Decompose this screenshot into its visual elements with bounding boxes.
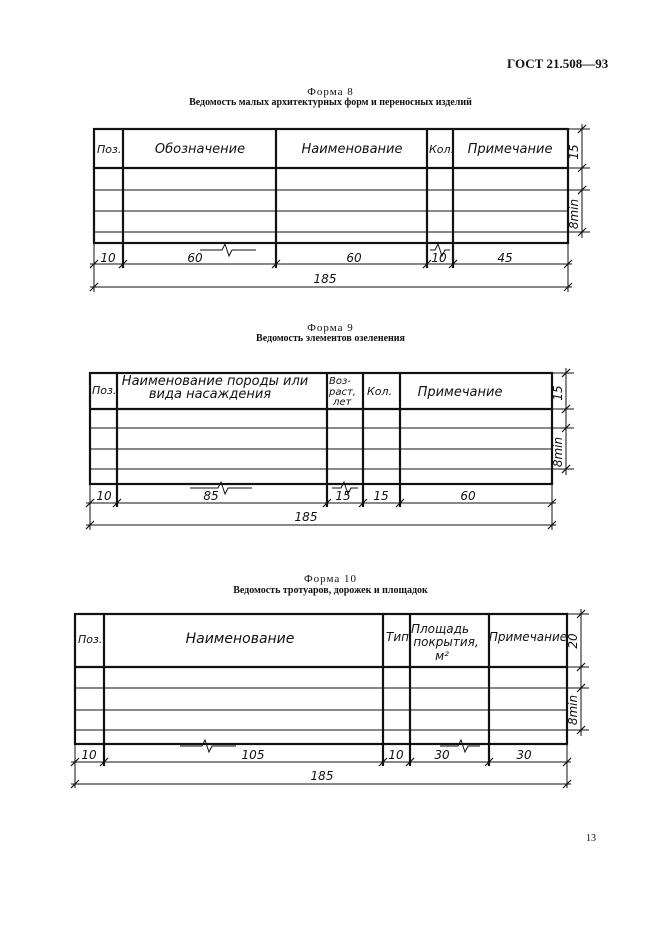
form8-subtitle: Ведомость малых архитектурных форм и переносных изделий xyxy=(189,97,472,108)
form9-col-name-line2: вида насаждения xyxy=(148,387,272,402)
form10-header-height: 20 xyxy=(566,633,580,649)
form8-col-name: Наименование xyxy=(301,142,403,157)
form10-width-pos: 10 xyxy=(81,748,97,762)
form9-title: Форма 9 xyxy=(307,322,354,334)
form8-total-width: 185 xyxy=(313,272,337,286)
form9-subtitle: Ведомость элементов озеленения xyxy=(256,333,405,344)
form10-col-area-line3: м² xyxy=(435,649,449,663)
form8-header-height: 15 xyxy=(567,144,581,160)
form8-table xyxy=(90,124,590,292)
form10-col-pos: Поз. xyxy=(78,633,103,646)
form10-width-area: 30 xyxy=(434,748,450,762)
form9-col-age-line3: лет xyxy=(333,397,352,408)
form10-col-name: Наименование xyxy=(185,631,295,647)
form9-col-qty: Кол. xyxy=(367,385,393,398)
form8-col-pos: Поз. xyxy=(97,143,122,156)
form10-col-note: Примечание xyxy=(488,630,568,644)
form10-row-height: 8min xyxy=(566,694,580,726)
form9-width-name: 85 xyxy=(203,489,219,503)
form9-width-qty: 15 xyxy=(373,489,389,503)
form10-col-type: Тип xyxy=(386,630,409,644)
form8-width-qty: 10 xyxy=(431,251,447,265)
page-number: 13 xyxy=(586,833,596,844)
form9-col-age-line2: раст, xyxy=(329,387,356,398)
form8-width-name: 60 xyxy=(346,251,362,265)
form8-width-pos: 10 xyxy=(100,251,116,265)
form10-total-width: 185 xyxy=(310,769,334,783)
form9-table xyxy=(86,368,574,530)
form9-width-pos: 10 xyxy=(96,489,112,503)
form10-col-area-line2: покрытия, xyxy=(413,635,479,649)
form9-row-height: 8min xyxy=(551,436,565,468)
form9-total-width: 185 xyxy=(294,510,318,524)
form8-width-note: 45 xyxy=(497,251,513,265)
form9-col-age-line1: Воз- xyxy=(329,376,351,387)
form9-width-age: 15 xyxy=(335,489,351,503)
form10-width-name: 105 xyxy=(241,748,265,762)
form9-col-name-line1: Наименование породы или xyxy=(121,374,309,389)
form10-table xyxy=(71,609,589,788)
form9-header-height: 15 xyxy=(551,385,565,401)
form10-width-type: 10 xyxy=(388,748,404,762)
form9-col-pos: Поз. xyxy=(92,384,117,397)
form9-col-note: Примечание xyxy=(417,385,503,400)
form10-col-area-line1: Площадь xyxy=(410,622,470,636)
form8-row-height: 8min xyxy=(567,198,581,230)
form10-width-note: 30 xyxy=(516,748,532,762)
form10-title: Форма 10 xyxy=(303,573,358,585)
form9-width-note: 60 xyxy=(460,489,476,503)
form10-subtitle: Ведомость тротуаров, дорожек и площадок xyxy=(233,585,428,596)
standard-header: ГОСТ 21.508—93 xyxy=(507,56,609,71)
form8-col-note: Примечание xyxy=(467,142,553,157)
form8-col-qty: Кол. xyxy=(429,143,455,156)
form8-width-designation: 60 xyxy=(187,251,203,265)
form8-title: Форма 8 xyxy=(307,86,354,98)
form8-col-designation: Обозначение xyxy=(154,142,246,157)
